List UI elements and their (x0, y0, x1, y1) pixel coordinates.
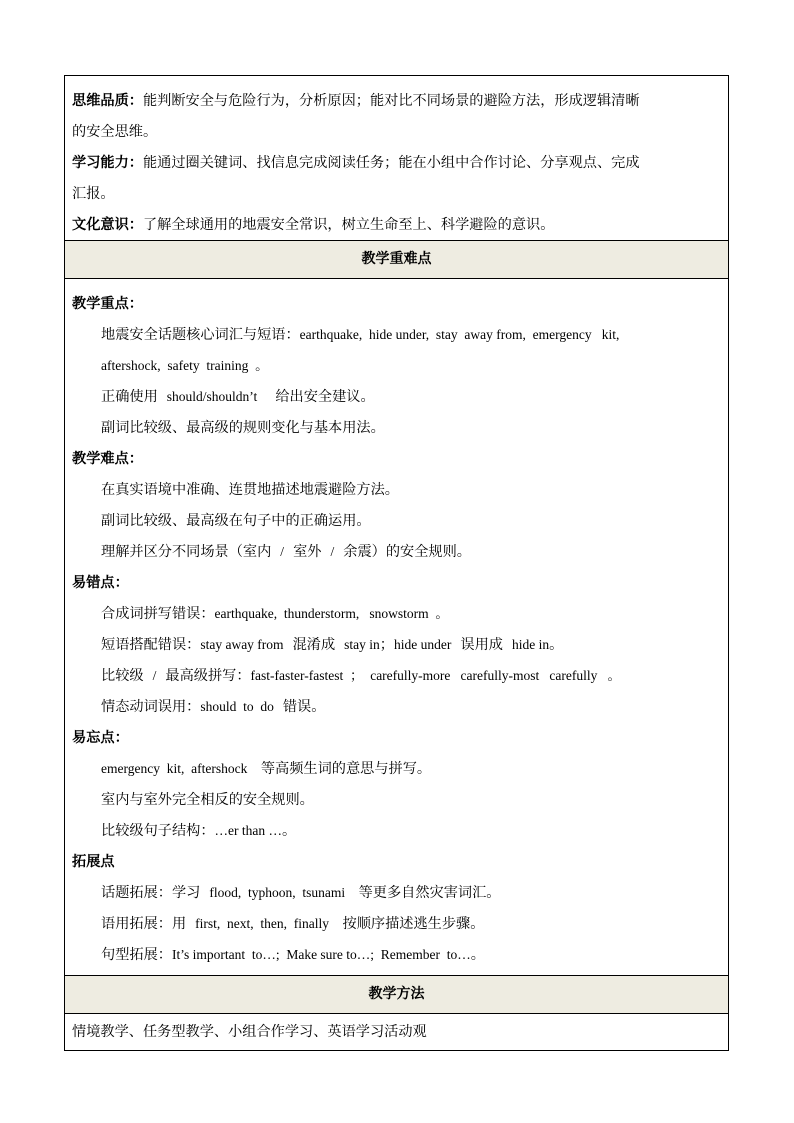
extend-item-3-b: 。 (470, 947, 485, 963)
error-item-2-en-2: stay in (344, 637, 380, 652)
lesson-plan-table (64, 75, 729, 1051)
error-item-2-e: 。 (549, 637, 564, 653)
forget-item-3 (101, 821, 296, 841)
forget-item-1-zh: 等高频生词的意思与拼写。 (247, 761, 432, 777)
focus-item-2-en: should/shouldn’t (166, 389, 258, 404)
extend-item-2 (101, 914, 484, 934)
teaching-methods-body (65, 1014, 728, 1050)
error-item-3-en: fast-faster-fastest ； carefully-more carefully-most carefully 。 (250, 668, 621, 683)
difficulty-item-3-c: 余震）的安全规则。 (334, 544, 471, 560)
extend-item-2-a: 语用拓展：用 (101, 916, 196, 932)
error-item-3 (101, 666, 621, 686)
extend-item-2-b: 按顺序描述逃生步骤。 (329, 916, 485, 932)
focus-item-3: 副词比较级、最高级的规则变化与基本用法。 (101, 420, 385, 436)
thinking-quality-line-2 (72, 122, 157, 142)
difficulty-item-2: 副词比较级、最高级在句子中的正确运用。 (101, 513, 371, 529)
learning-ability-label: 学习能力： (72, 155, 143, 171)
forget-item-3-b: 。 (282, 823, 297, 839)
error-item-2-c: ； (379, 637, 394, 653)
extend-item-3 (101, 945, 485, 965)
forget-item-3-en: …er than … (214, 823, 282, 838)
teaching-methods-header (65, 976, 728, 1013)
focus-item-2 (101, 387, 375, 407)
error-item-3-b: 最高级拼写： (156, 668, 251, 684)
forget-item-1 (101, 759, 431, 779)
key-points-header-text: 教学重难点 (361, 251, 432, 267)
error-item-1 (101, 604, 449, 624)
learning-ability-text: 能通过圈关键词、找信息完成阅读任务；能在小组中合作讨论、分享观点、完成 (142, 155, 640, 171)
extend-item-1-a: 话题拓展：学习 (101, 885, 210, 901)
thinking-quality-text-cont: 的安全思维。 (72, 124, 158, 140)
difficulty-item-3-a: 理解并区分不同场景（室内 (101, 544, 281, 560)
thinking-quality-text: 能判断安全与危险行为，分析原因；能对比不同场景的避险方法，形成逻辑清晰 (142, 93, 640, 109)
forget-item-1-en: emergency kit, aftershock (101, 761, 248, 776)
focus-item-2-a: 正确使用 (101, 389, 167, 405)
error-item-3-slash: / (152, 668, 157, 683)
extend-item-2-en: first, next, then, finally (195, 916, 330, 931)
error-item-3-a: 比较级 (101, 668, 153, 684)
extend-item-3-en: It’s important to…; Make sure to…; Remember to… (171, 947, 471, 962)
error-item-1-en: earthquake, thunderstorm, snowstorm 。 (214, 606, 449, 621)
thinking-quality-line-1 (72, 91, 640, 111)
learning-ability-text-cont: 汇报。 (72, 186, 115, 202)
teaching-methods-text: 情境教学、任务型教学、小组合作学习、英语学习活动观 (72, 1024, 427, 1040)
error-item-2-d: 误用成 (451, 637, 512, 653)
learning-ability-line-2 (72, 184, 115, 204)
error-item-2-a: 短语搭配错误： (101, 637, 201, 653)
error-item-4-a: 情态动词误用： (101, 699, 201, 715)
difficulty-item-3-slash-2: / (330, 544, 335, 559)
error-item-2-en-1: stay away from (200, 637, 284, 652)
literacy-section (65, 76, 728, 240)
focus-item-1-en: earthquake, hide under, stay away from, emergency kit, (299, 327, 620, 342)
error-item-4-b: 错误。 (273, 699, 326, 715)
difficulty-item-3-slash-1: / (280, 544, 285, 559)
cultural-awareness-line (72, 215, 554, 235)
error-item-2-en-4: hide in (511, 637, 550, 652)
error-item-1-zh: 合成词拼写错误： (101, 606, 215, 622)
focus-item-1-cont-text: aftershock, safety training 。 (101, 358, 269, 373)
focus-item-2-b: 给出安全建议。 (257, 389, 375, 405)
easy-forget-label: 易忘点： (72, 730, 129, 746)
cultural-awareness-label: 文化意识： (72, 217, 143, 233)
error-item-2 (101, 635, 563, 655)
error-item-4-en: should to do (200, 699, 274, 714)
forget-item-2: 室内与室外完全相反的安全规则。 (101, 792, 314, 808)
focus-item-1-cont (101, 356, 269, 376)
focus-item-1-zh: 地震安全话题核心词汇与短语： (101, 327, 300, 343)
extend-item-3-a: 句型拓展： (101, 947, 172, 963)
error-item-2-b: 混淆成 (283, 637, 345, 653)
forget-item-3-a: 比较级句子结构： (101, 823, 215, 839)
error-item-2-en-3: hide under (394, 637, 452, 652)
thinking-quality-label: 思维品质： (72, 93, 143, 109)
key-points-body (65, 279, 728, 975)
teaching-methods-header-text: 教学方法 (368, 986, 425, 1002)
teaching-focus-label: 教学重点： (72, 296, 143, 312)
difficulty-item-3 (101, 542, 471, 562)
extension-label: 拓展点 (72, 854, 115, 870)
extend-item-1 (101, 883, 501, 903)
key-points-header (65, 241, 728, 278)
difficulty-item-1: 在真实语境中准确、连贯地描述地震避险方法。 (101, 482, 399, 498)
focus-item-1 (101, 325, 619, 345)
extend-item-1-en: flood, typhoon, tsunami (209, 885, 346, 900)
extend-item-1-b: 等更多自然灾害词汇。 (345, 885, 501, 901)
error-item-4 (101, 697, 325, 717)
cultural-awareness-text: 了解全球通用的地震安全常识，树立生命至上、科学避险的意识。 (142, 217, 555, 233)
difficulty-item-3-b: 室外 (284, 544, 331, 560)
teaching-difficulty-label: 教学难点： (72, 451, 143, 467)
learning-ability-line-1 (72, 153, 640, 173)
error-prone-label: 易错点： (72, 575, 129, 591)
